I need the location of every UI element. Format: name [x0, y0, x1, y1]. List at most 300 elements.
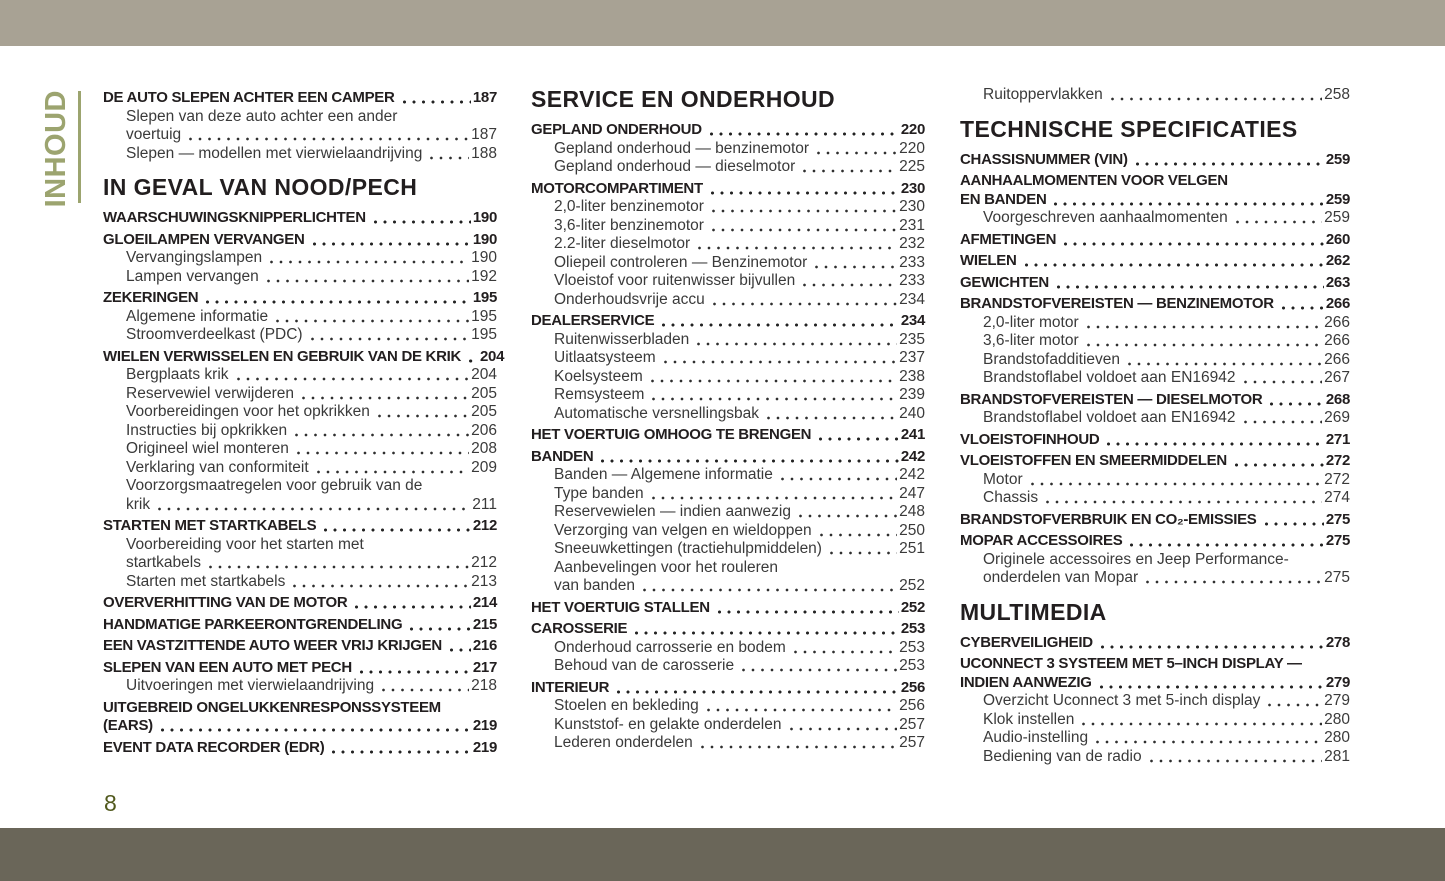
toc-entry — [103, 459, 497, 478]
toc-entry-page: 271 — [1325, 430, 1350, 448]
toc-entry-page: 259 — [1325, 150, 1350, 168]
dot-leader — [816, 150, 897, 156]
dot-leader — [301, 395, 469, 401]
toc-entry-text: DE AUTO SLEPEN ACHTER EEN CAMPER — [103, 89, 395, 106]
dot-leader — [789, 726, 898, 732]
toc-entry — [531, 697, 925, 716]
dot-leader — [1149, 758, 1323, 764]
toc-entry-page: 209 — [471, 458, 497, 476]
toc-entry-page: 214 — [472, 594, 497, 611]
dot-leader — [1281, 305, 1324, 311]
toc-entry-page: 257 — [899, 715, 925, 733]
toc-entry-text: CYBERVEILIGHEID — [960, 633, 1093, 651]
toc-entry-text: EEN VASTZITTENDE AUTO WEER VRIJ KRIJGEN — [103, 637, 442, 654]
dot-leader — [323, 527, 470, 533]
dot-leader — [292, 583, 469, 589]
toc-entry-row — [103, 637, 497, 656]
toc-entry-page: 188 — [471, 144, 497, 162]
toc-entry-text: Vloeistof voor ruitenwisser bijvullen — [554, 272, 796, 289]
toc-entry-page: 192 — [471, 267, 497, 285]
toc-entry-row — [126, 366, 497, 385]
toc-entry — [103, 268, 497, 287]
toc-entry-text: BANDEN — [531, 447, 594, 465]
toc-entry-text: Voorbereiding voor het starten met — [126, 535, 364, 553]
toc-entry-row — [960, 274, 1350, 293]
toc-columns — [103, 86, 1350, 766]
toc-entry-text: INTERIEUR — [531, 678, 610, 696]
toc-entry — [960, 274, 1350, 293]
toc-entry-text: Bergplaats krik — [126, 366, 229, 383]
dot-leader — [1135, 161, 1324, 167]
toc-entry-page: 259 — [1325, 190, 1350, 208]
dot-leader — [316, 469, 469, 475]
dot-leader — [1100, 644, 1324, 650]
toc-entry-text: SLEPEN VAN EEN AUTO MET PECH — [103, 658, 352, 676]
toc-entry-page: 204 — [480, 347, 505, 365]
sidebar-rule — [78, 91, 81, 203]
dot-leader — [696, 341, 897, 347]
toc-entry-row — [554, 540, 925, 559]
toc-entry-text: Gepland onderhoud — dieselmotor — [554, 158, 796, 175]
toc-entry-text: Voorzorgsmaatregelen voor gebruik van de — [126, 477, 423, 494]
page-number: 8 — [104, 790, 117, 816]
toc-entry-text: Starten met startkabels — [126, 572, 286, 590]
toc-entry — [960, 729, 1350, 748]
toc-entry-page: 266 — [1325, 295, 1350, 312]
toc-entry-row — [960, 391, 1350, 410]
dot-leader — [819, 532, 897, 538]
toc-entry — [960, 532, 1350, 551]
toc-entry-page: 275 — [1325, 510, 1350, 528]
dot-leader — [1127, 361, 1322, 367]
dot-leader — [1234, 462, 1324, 468]
toc-entry — [103, 366, 497, 385]
toc-entry-text: Bediening van de radio — [983, 747, 1142, 765]
toc-entry-page: 234 — [899, 290, 925, 308]
toc-entry-page: 266 — [1324, 313, 1350, 331]
toc-entry-text: Motor — [983, 470, 1023, 488]
toc-entry-page: 213 — [471, 572, 497, 590]
toc-entry-text: DEALERSERVICE — [531, 312, 655, 329]
toc-entry — [103, 677, 497, 696]
dot-leader — [296, 450, 469, 456]
toc-entry-row — [531, 426, 925, 445]
toc-entry-text: Vervangingslampen — [126, 249, 263, 266]
toc-entry-row — [103, 594, 497, 613]
toc-entry-page: 253 — [900, 620, 925, 637]
toc-entry-text: WAARSCHUWINGSKNIPPERLICHTEN — [103, 209, 366, 226]
toc-entry-row — [103, 209, 497, 228]
toc-entry-page: 215 — [472, 615, 497, 633]
toc-entry — [531, 485, 925, 504]
toc-entry-row — [103, 89, 497, 108]
toc-entry-row — [960, 191, 1350, 210]
dot-leader — [711, 208, 897, 214]
toc-entry — [531, 349, 925, 368]
toc-entry-text: WIELEN — [960, 252, 1017, 269]
toc-entry — [960, 295, 1350, 314]
dot-leader — [1081, 721, 1322, 727]
toc-entry-text: Stoelen en bekleding — [554, 697, 699, 714]
toc-entry-text: Koelsysteem — [554, 367, 643, 385]
toc-entry-text: Reservewiel verwijderen — [126, 384, 294, 402]
toc-entry-row — [554, 198, 925, 217]
section-heading: SERVICE EN ONDERHOUD — [531, 86, 836, 112]
toc-entry-row — [554, 522, 925, 541]
toc-entry — [531, 503, 925, 522]
toc-entry-page: 259 — [1324, 209, 1350, 226]
toc-entry-text: HET VOERTUIG OMHOOG TE BRENGEN — [531, 426, 812, 443]
toc-entry-page: 274 — [1324, 489, 1350, 506]
dot-leader — [818, 436, 899, 442]
toc-entry-text: Sneeuwkettingen (tractiehulpmiddelen) — [554, 540, 822, 557]
toc-entry-page: 242 — [900, 447, 925, 465]
toc-entry — [960, 332, 1350, 351]
toc-entry-text: Verzorging van velgen en wieldoppen — [554, 521, 812, 539]
toc-entry-row — [983, 332, 1350, 351]
toc-entry-page: 252 — [900, 598, 925, 616]
dot-leader — [1024, 262, 1324, 268]
toc-entry-text: MOPAR ACCESSOIRES — [960, 532, 1123, 549]
dot-leader — [780, 476, 897, 482]
dot-leader — [188, 136, 469, 142]
toc-entry-text: 3,6-liter motor — [983, 332, 1079, 349]
toc-entry-text: INDIEN AANWEZIG — [960, 673, 1092, 691]
dot-leader — [710, 190, 899, 196]
toc-entry-row — [554, 368, 925, 387]
dot-leader — [468, 358, 478, 364]
toc-entry-page: 195 — [472, 289, 497, 306]
toc-entry-page: 220 — [899, 139, 925, 157]
dot-leader — [798, 513, 897, 519]
top-bar — [0, 0, 1445, 46]
toc-entry-row — [126, 554, 497, 573]
dot-leader — [266, 278, 469, 284]
toc-entry-row — [983, 209, 1350, 228]
toc-entry-page: 257 — [899, 734, 925, 751]
toc-entry-page: 216 — [472, 637, 497, 654]
toc-entry — [103, 637, 497, 656]
toc-entry — [960, 634, 1350, 653]
toc-entry-page: 231 — [899, 216, 925, 234]
dot-leader — [1267, 702, 1322, 708]
toc-entry — [531, 272, 925, 291]
toc-entry-row — [126, 249, 497, 268]
dot-leader — [157, 506, 470, 512]
toc-entry — [960, 314, 1350, 333]
dot-leader — [642, 587, 897, 593]
toc-entry-row — [554, 405, 925, 424]
toc-entry-page: 240 — [899, 404, 925, 422]
toc-entry-row — [554, 254, 925, 273]
toc-entry-page: 241 — [900, 426, 925, 443]
toc-entry-row — [960, 151, 1350, 170]
dot-leader — [381, 687, 469, 693]
dot-leader — [331, 749, 470, 755]
toc-entry — [103, 517, 497, 536]
toc-entry-row — [554, 349, 925, 368]
dot-leader — [700, 744, 897, 750]
toc-entry-row — [126, 385, 497, 404]
toc-entry-page: 219 — [472, 717, 497, 734]
toc-entry-row — [554, 291, 925, 310]
toc-entry-row — [960, 511, 1350, 530]
toc-entry-row — [103, 659, 497, 678]
toc-entry-row — [531, 448, 925, 467]
toc-entry — [960, 711, 1350, 730]
dot-leader — [600, 458, 898, 464]
toc-entry-row — [103, 289, 497, 308]
dot-leader — [661, 322, 899, 328]
toc-entry-row — [554, 697, 925, 716]
toc-entry-text: BRANDSTOFVEREISTEN — BENZINEMOTOR — [960, 295, 1274, 312]
toc-entry-text: GEPLAND ONDERHOUD — [531, 121, 702, 138]
toc-entry-page: 195 — [471, 307, 497, 325]
toc-entry-row — [126, 573, 497, 592]
toc-entry — [531, 331, 925, 350]
toc-entry — [960, 551, 1350, 588]
dot-leader — [1086, 324, 1323, 330]
toc-entry — [103, 477, 497, 514]
toc-entry — [960, 489, 1350, 508]
toc-entry-text: AANHAALMOMENTEN VOOR VELGEN — [960, 172, 1228, 189]
dot-leader — [706, 707, 897, 713]
toc-entry — [960, 369, 1350, 388]
toc-entry — [531, 235, 925, 254]
toc-entry-page: 211 — [472, 495, 497, 513]
toc-entry-page: 253 — [899, 657, 925, 674]
dot-leader — [634, 630, 899, 636]
toc-entry-text: (EARS) — [103, 717, 153, 734]
toc-entry-page: 269 — [1324, 409, 1350, 426]
toc-entry — [531, 217, 925, 236]
toc-entry — [103, 594, 497, 613]
toc-entry-page: 233 — [899, 272, 925, 289]
dot-leader — [651, 396, 897, 402]
toc-entry-text: Voorbereidingen voor het opkrikken — [126, 403, 370, 420]
toc-entry — [531, 198, 925, 217]
toc-entry-row — [983, 729, 1350, 748]
toc-entry-text: BRANDSTOFVEREISTEN — DIESELMOTOR — [960, 390, 1263, 408]
toc-column — [103, 86, 505, 766]
toc-entry-page: 279 — [1325, 673, 1350, 691]
toc-entry-text: startkabels — [126, 554, 201, 571]
toc-entry-page: 250 — [899, 521, 925, 539]
toc-entry-page: 280 — [1324, 710, 1350, 728]
toc-entry-page: 252 — [899, 577, 925, 594]
toc-entry — [531, 620, 925, 639]
toc-entry — [531, 386, 925, 405]
dot-leader — [208, 564, 469, 570]
dot-leader — [429, 155, 469, 161]
toc-entry-text: HANDMATIGE PARKEERONTGRENDELING — [103, 615, 403, 633]
toc-entry — [103, 385, 497, 404]
toc-entry-row — [983, 569, 1350, 588]
toc-entry-page: 205 — [471, 403, 497, 420]
dot-leader — [1110, 96, 1322, 102]
toc-entry-row — [103, 616, 497, 635]
toc-entry-text: Klok instellen — [983, 710, 1075, 728]
dot-leader — [312, 241, 471, 247]
toc-entry-page: 267 — [1324, 369, 1350, 386]
toc-entry-row — [126, 268, 497, 287]
toc-entry-row — [960, 532, 1350, 551]
toc-entry-text: Type banden — [554, 484, 644, 502]
toc-entry-row — [554, 485, 925, 504]
toc-entry-row — [103, 517, 497, 536]
toc-entry-row — [103, 347, 505, 367]
toc-entry-row — [531, 679, 925, 698]
dot-leader — [1030, 481, 1323, 487]
toc-entry — [531, 291, 925, 310]
toc-entry-page: 260 — [1325, 230, 1350, 248]
dot-leader — [814, 264, 897, 270]
toc-entry-text: UITGEBREID ONGELUKKENRESPONSSYSTEEM — [103, 698, 441, 716]
toc-entry-page: 206 — [471, 421, 497, 439]
toc-entry-text: UCONNECT 3 SYSTEEM MET 5–INCH DISPLAY — — [960, 655, 1302, 672]
dot-leader — [449, 647, 471, 653]
toc-entry — [960, 431, 1350, 450]
toc-entry-page: 256 — [900, 678, 925, 696]
dot-leader — [359, 669, 471, 675]
toc-entry-row — [554, 272, 925, 291]
section-heading: MULTIMEDIA — [960, 598, 1107, 625]
toc-entry-text: Brandstofadditieven — [983, 350, 1121, 368]
toc-entry-row — [960, 252, 1350, 271]
toc-entry-text: BRANDSTOFVERBRUIK EN CO₂-EMISSIES — [960, 510, 1257, 528]
toc-entry — [103, 403, 497, 422]
toc-entry-text: Ruitenwisserbladen — [554, 330, 690, 348]
toc-entry-row — [960, 295, 1350, 314]
toc-entry-page: 280 — [1324, 729, 1350, 746]
toc-entry — [103, 659, 497, 678]
toc-entry-page: 272 — [1324, 470, 1350, 488]
toc-entry-text: Originele accessoires en Jeep Performance- — [983, 550, 1289, 568]
toc-entry-text: Verklaring van conformiteit — [126, 458, 309, 476]
dot-leader — [663, 359, 897, 365]
toc-entry-text: Voorgeschreven aanhaalmomenten — [983, 209, 1228, 226]
toc-entry-row — [960, 674, 1350, 693]
toc-entry-text: Automatische versnellingsbak — [554, 404, 760, 422]
toc-entry — [531, 716, 925, 735]
toc-entry-row — [554, 217, 925, 236]
sidebar-chapter-label: INHOUD — [40, 90, 72, 208]
dot-leader — [717, 609, 899, 615]
toc-entry — [103, 249, 497, 268]
toc-entry — [960, 209, 1350, 228]
dot-leader — [310, 336, 470, 342]
toc-entry-text: Ruitoppervlakken — [983, 86, 1103, 103]
toc-entry — [531, 121, 925, 140]
toc-entry-page: 217 — [472, 658, 497, 676]
toc-entry — [960, 252, 1350, 271]
toc-entry — [960, 471, 1350, 490]
dot-leader — [616, 689, 899, 695]
dot-leader — [1235, 219, 1322, 225]
toc-entry-page: 230 — [899, 198, 925, 215]
toc-entry-page: 190 — [472, 230, 497, 248]
toc-entry-page: 263 — [1325, 273, 1350, 291]
toc-entry-text: Stroomverdeelkast (PDC) — [126, 326, 303, 343]
dot-leader — [802, 282, 897, 288]
toc-entry-row — [554, 140, 925, 159]
toc-entry-text: Reservewielen — indien aanwezig — [554, 503, 791, 520]
toc-entry — [103, 89, 497, 108]
toc-entry-text: Chassis — [983, 489, 1039, 506]
toc-entry-text: CAROSSERIE — [531, 620, 628, 637]
toc-entry — [103, 145, 497, 164]
toc-column — [531, 86, 925, 766]
toc-entry — [960, 351, 1350, 370]
toc-entry-row — [126, 308, 497, 327]
section-heading: TECHNISCHE SPECIFICATIES — [960, 115, 1298, 142]
toc-entry-text: 2.2-liter dieselmotor — [554, 235, 691, 252]
toc-entry-text: EVENT DATA RECORDER (EDR) — [103, 738, 325, 756]
toc-entry-text: Origineel wiel monteren — [126, 440, 289, 457]
toc-entry — [103, 616, 497, 635]
toc-entry-page: 204 — [471, 366, 497, 383]
toc-entry — [960, 655, 1350, 692]
toc-entry — [960, 391, 1350, 410]
dot-leader — [741, 667, 897, 673]
toc-entry-page: 266 — [1324, 332, 1350, 349]
toc-entry-page: 247 — [899, 484, 925, 502]
toc-entry — [960, 151, 1350, 170]
dot-leader — [650, 378, 897, 384]
dot-leader — [1063, 241, 1324, 247]
dot-leader — [711, 227, 897, 233]
toc-entry-row — [983, 489, 1350, 508]
dot-leader — [1243, 419, 1323, 425]
toc-entry-row — [126, 403, 497, 422]
toc-entry-row — [983, 409, 1350, 428]
toc-entry-row — [103, 231, 497, 250]
toc-entry — [103, 739, 497, 758]
toc-entry-page: 212 — [471, 554, 497, 571]
toc-entry-text: 2,0-liter benzinemotor — [554, 198, 704, 215]
toc-entry — [103, 108, 497, 145]
toc-entry-page: 238 — [899, 367, 925, 385]
toc-entry — [531, 679, 925, 698]
toc-entry-text: VLOEISTOFFEN EN SMEERMIDDELEN — [960, 452, 1227, 469]
dot-leader — [1269, 401, 1323, 407]
section-heading: IN GEVAL VAN NOOD/PECH — [103, 174, 418, 200]
toc-entry-page: 275 — [1324, 569, 1350, 586]
toc-entry-row — [983, 692, 1350, 711]
toc-entry-page: 262 — [1325, 252, 1350, 269]
toc-entry-page: 187 — [472, 89, 497, 106]
dot-leader — [1243, 379, 1323, 385]
toc-entry-text: MOTORCOMPARTIMENT — [531, 179, 703, 197]
dot-leader — [1099, 684, 1324, 690]
toc-entry-row — [531, 312, 925, 331]
toc-entry-page: 237 — [899, 349, 925, 366]
toc-entry — [531, 254, 925, 273]
toc-entry — [103, 347, 505, 367]
toc-entry-text: van banden — [554, 577, 636, 594]
dot-leader — [294, 432, 469, 438]
toc-entry-text: 3,6-liter benzinemotor — [554, 216, 704, 234]
toc-entry-row — [531, 620, 925, 639]
toc-entry — [531, 448, 925, 467]
toc-entry-text: Behoud van de carosserie — [554, 657, 735, 674]
toc-entry-text: voertuig — [126, 126, 182, 143]
toc-entry-page: 225 — [899, 158, 925, 175]
toc-entry — [531, 312, 925, 331]
toc-entry-page: 220 — [900, 121, 925, 138]
toc-entry-row — [126, 326, 497, 345]
dot-leader — [1086, 342, 1323, 348]
